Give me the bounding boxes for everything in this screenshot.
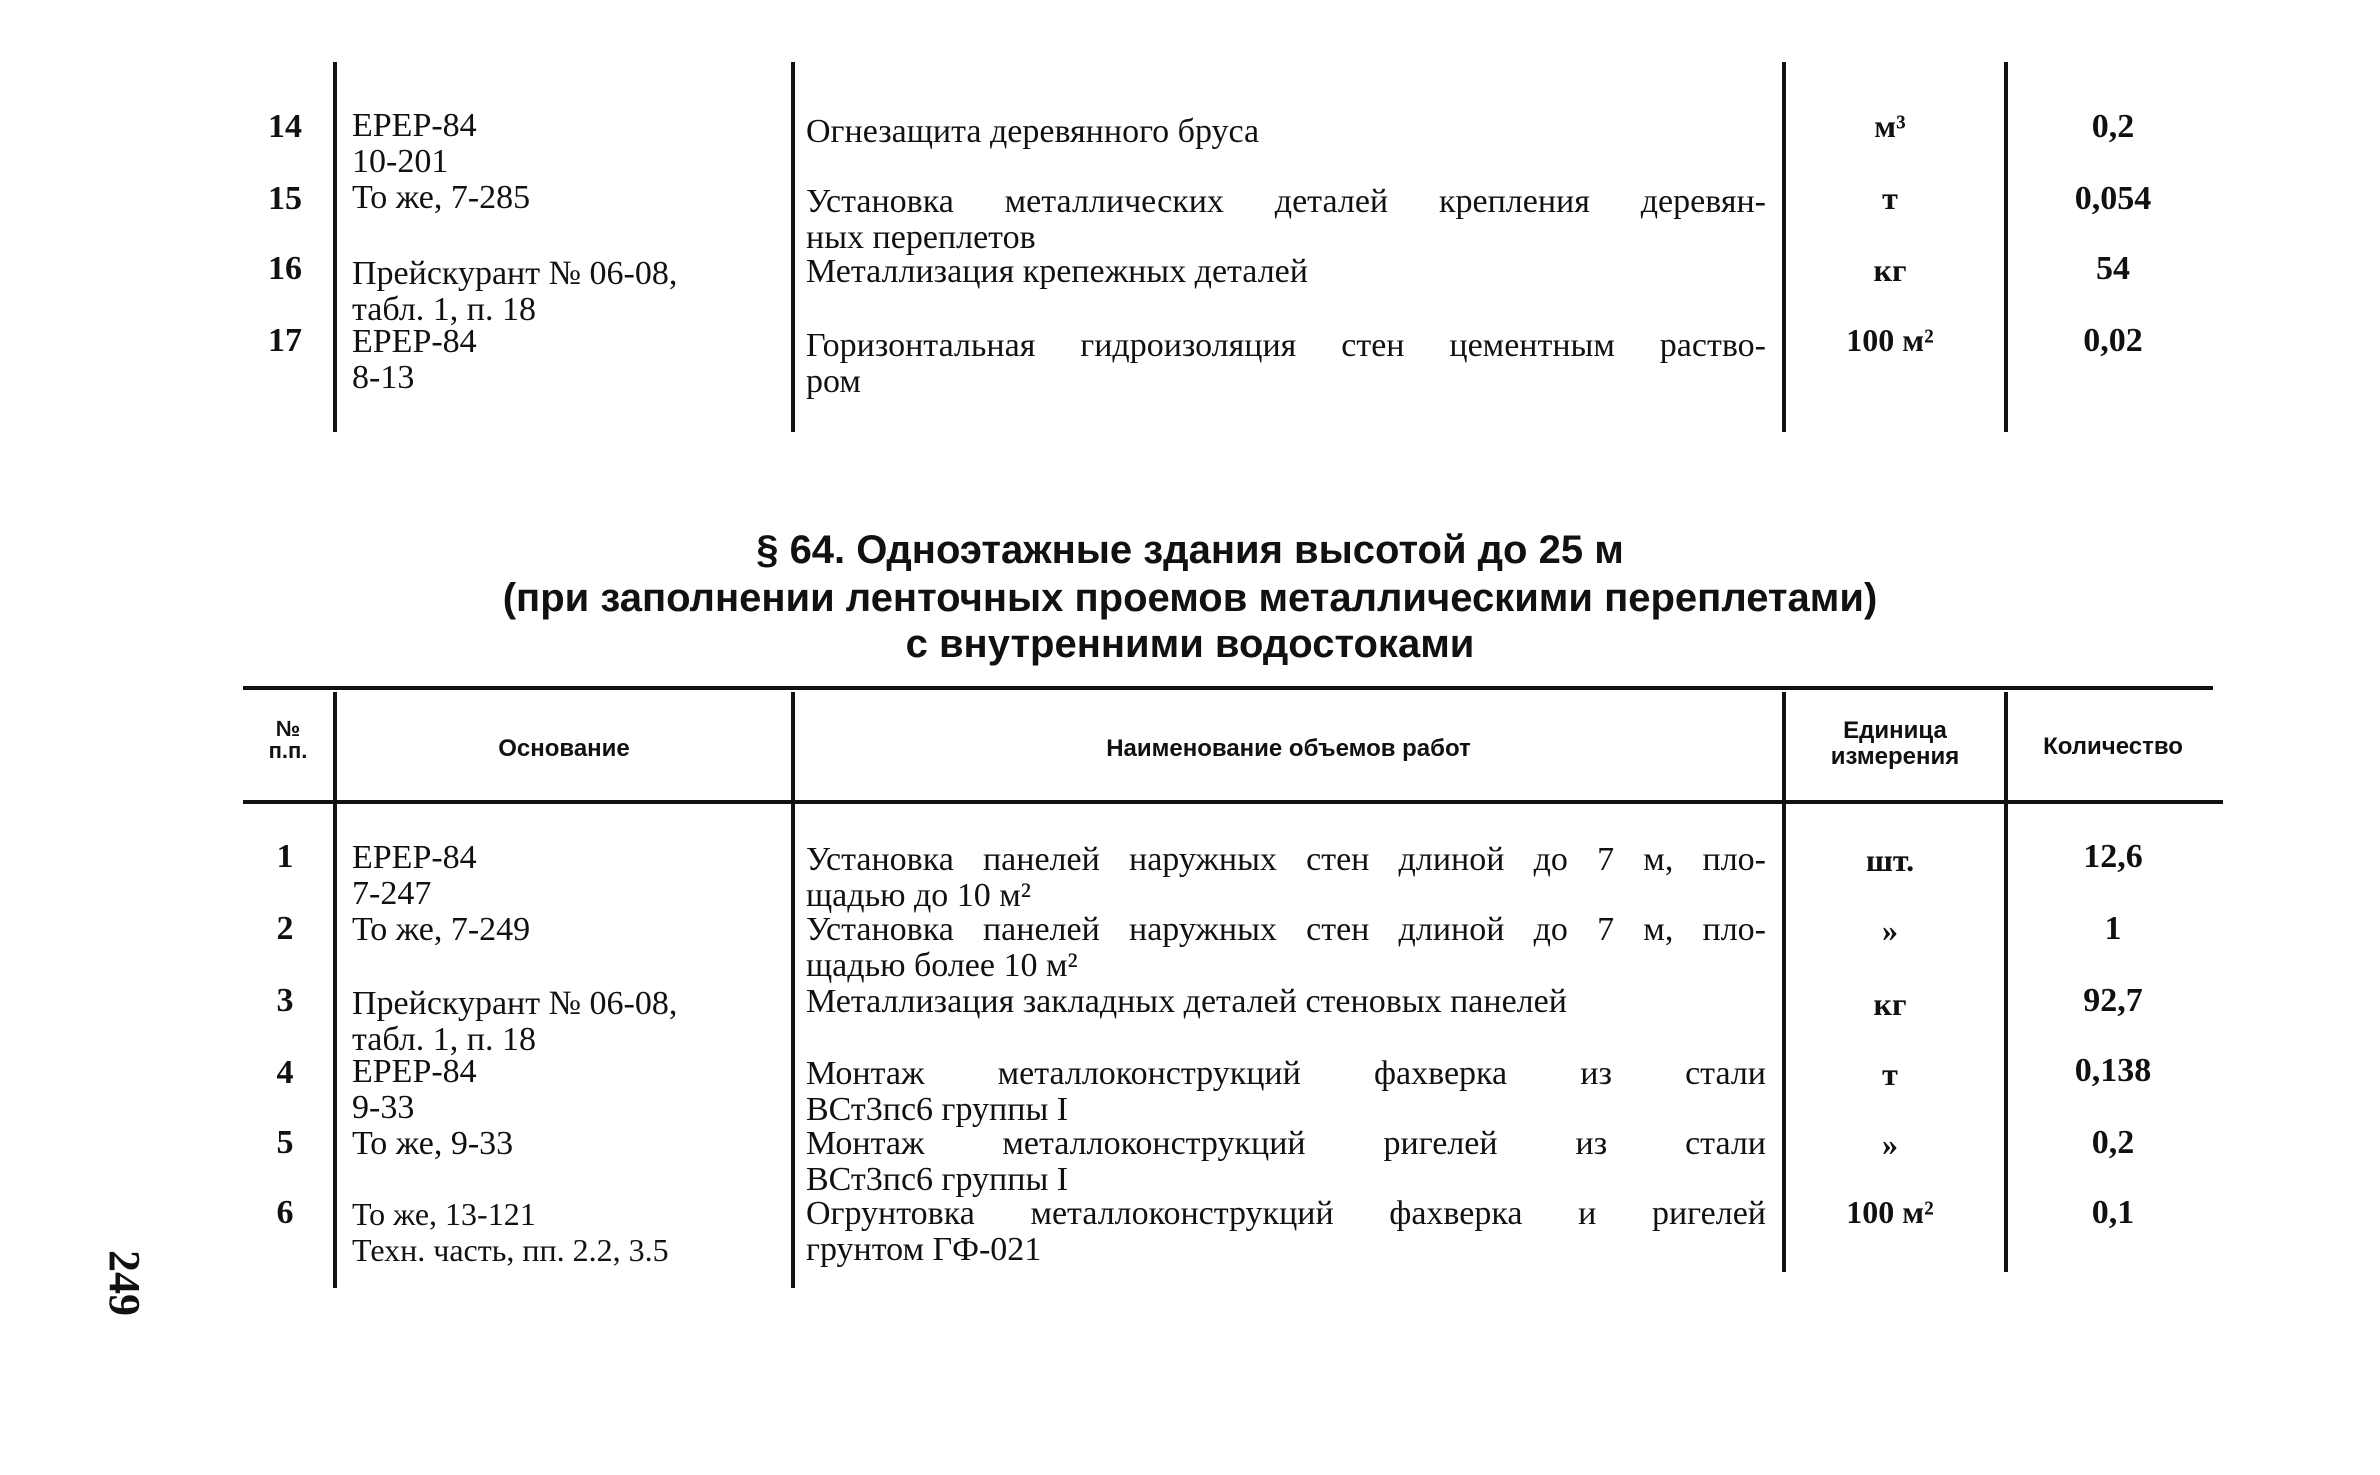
row-basis: Прейскурант № 06-08, табл. 1, п. 18	[352, 255, 678, 328]
row-unit: кг	[1873, 986, 1907, 1022]
row-quantity: 92,7	[2083, 982, 2143, 1019]
row-number: 4	[276, 1054, 294, 1091]
top-table-divider	[2004, 62, 2008, 432]
row-basis: То же, 7-285	[352, 179, 531, 216]
header-quantity: Количество	[2043, 733, 2183, 760]
row-work-name: Установка панелей наружных стен длиной до 7 м, пло- щадью более 10 м²	[806, 911, 1766, 984]
row-quantity: 12,6	[2083, 838, 2143, 875]
section-title: § 64. Одноэтажные здания высотой до 25 м	[756, 528, 1624, 572]
row-work-name: Металлизация крепежных деталей	[806, 253, 1308, 290]
row-work-name: Металлизация закладных деталей стеновых панелей	[806, 983, 1567, 1020]
row-number: 5	[276, 1124, 294, 1161]
row-basis: То же, 7-249	[352, 911, 531, 948]
row-basis: Прейскурант № 06-08, табл. 1, п. 18	[352, 985, 678, 1058]
row-quantity: 0,1	[2091, 1194, 2135, 1231]
column-divider	[791, 692, 795, 1288]
row-unit: кг	[1873, 252, 1907, 288]
row-unit: 100 м²	[1846, 322, 1934, 358]
header-unit: Единица измерения	[1830, 717, 1960, 770]
header-work-name: Наименование объемов работ	[1106, 735, 1471, 762]
row-quantity: 0,2	[2091, 1124, 2135, 1161]
row-work-name: Установка металлических деталей крепления деревян- ных переплетов	[806, 183, 1766, 256]
row-work-name: Огнезащита деревянного бруса	[806, 113, 1260, 150]
row-basis: ЕРЕР-84 9-33	[352, 1053, 477, 1126]
row-work-name: Монтаж металлоконструкций ригелей из стали ВСт3пс6 группы I	[806, 1125, 1766, 1198]
row-work-name: Установка панелей наружных стен длиной до 7 м, пло- щадью до 10 м²	[806, 841, 1766, 914]
row-basis: То же, 9-33	[352, 1125, 514, 1162]
row-unit: »	[1882, 912, 1898, 948]
column-divider	[1782, 692, 1786, 1272]
row-number: 14	[268, 108, 302, 145]
row-quantity: 54	[2096, 250, 2130, 287]
table-top-rule	[243, 686, 2213, 690]
top-table-divider	[791, 62, 795, 432]
row-unit: м³	[1874, 108, 1906, 144]
row-number: 2	[276, 910, 294, 947]
row-number: 17	[268, 322, 302, 359]
row-unit: шт.	[1865, 842, 1915, 878]
header-bottom-rule	[243, 800, 2223, 804]
top-table-divider	[333, 62, 337, 432]
row-basis: ЕРЕР-84 10-201	[352, 107, 477, 180]
column-divider	[333, 692, 337, 1288]
row-basis: ЕРЕР-84 7-247	[352, 839, 477, 912]
row-quantity: 1	[2104, 910, 2122, 947]
row-unit: т	[1882, 180, 1898, 216]
row-number: 16	[268, 250, 302, 287]
row-number: 6	[276, 1194, 294, 1231]
top-table-divider	[1782, 62, 1786, 432]
row-number: 15	[268, 180, 302, 217]
row-quantity: 0,054	[2074, 180, 2152, 217]
section-subtitle: (при заполнении ленточных проемов металлическими переплетами)	[502, 576, 1878, 620]
row-basis: ЕРЕР-84 8-13	[352, 323, 477, 396]
row-work-name: Горизонтальная гидроизоляция стен цементным раство- ром	[806, 327, 1766, 400]
row-unit: 100 м²	[1846, 1194, 1934, 1230]
column-divider	[2004, 692, 2008, 1272]
row-number: 3	[276, 982, 294, 1019]
row-quantity: 0,2	[2091, 108, 2135, 145]
header-basis: Основание	[498, 735, 630, 762]
row-basis: То же, 13-121 Техн. часть, пп. 2.2, 3.5	[352, 1196, 669, 1268]
row-quantity: 0,138	[2074, 1052, 2152, 1089]
row-unit: т	[1882, 1056, 1898, 1092]
row-work-name: Монтаж металлоконструкций фахверка из стали ВСт3пс6 группы I	[806, 1055, 1766, 1128]
row-work-name: Огрунтовка металлоконструкций фахверка и ригелей грунтом ГФ-021	[806, 1195, 1766, 1268]
row-unit: »	[1882, 1126, 1898, 1162]
row-quantity: 0,02	[2083, 322, 2143, 359]
row-number: 1	[276, 838, 294, 875]
header-number: № п.п.	[268, 716, 308, 763]
page-number: 249	[100, 1250, 149, 1316]
section-subtitle-2: с внутренними водостоками	[905, 622, 1475, 666]
